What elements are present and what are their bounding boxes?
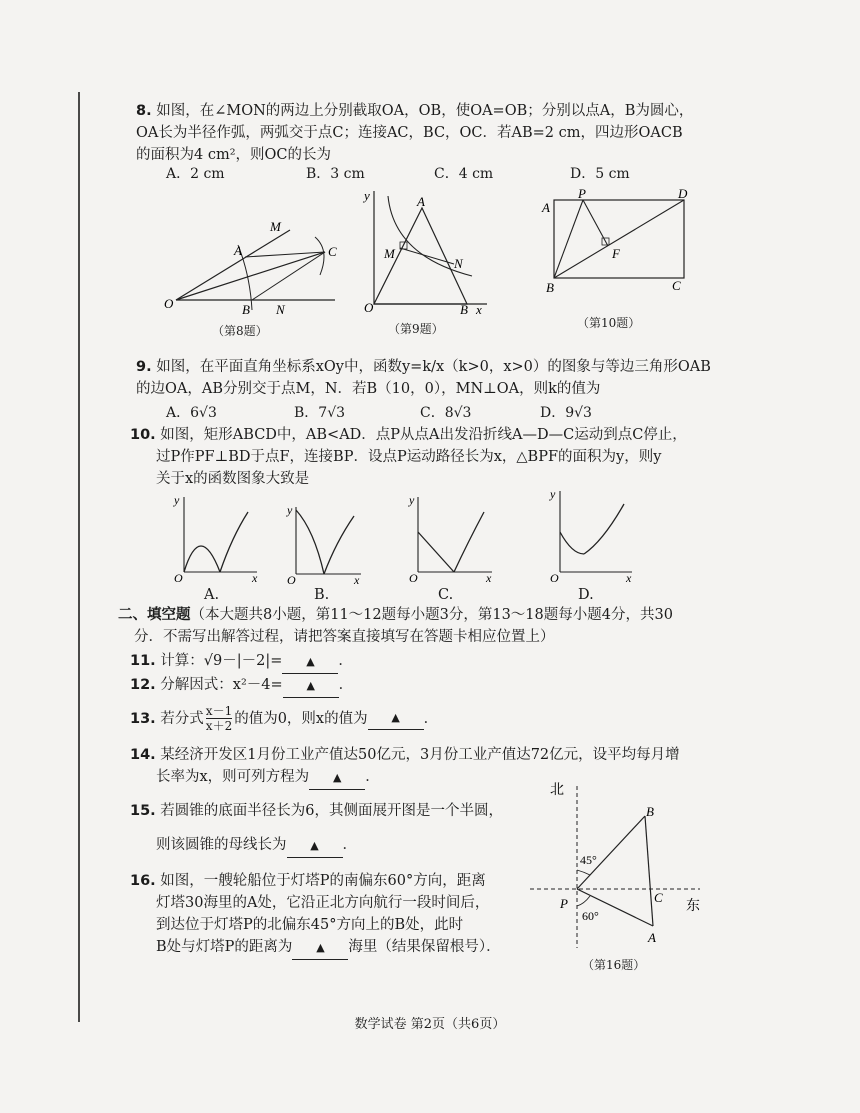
answer-blank: ▲ xyxy=(283,675,339,698)
question-15: 15. 若圆锥的底面半径长为6，其侧面展开图是一个半圆， 则该圆锥的母线长为 ▲ ． xyxy=(130,800,530,858)
question-text: B处与灯塔P的距离为 xyxy=(156,939,293,955)
angle-45: 45° xyxy=(580,853,597,867)
page-edge-line xyxy=(78,92,80,1022)
svg-text:N: N xyxy=(276,302,285,315)
svg-text:C: C xyxy=(672,278,681,293)
question-text: 的面积为4 cm²，则OC的长为 xyxy=(136,147,331,163)
section-desc: 分．不需写出解答过程，请把答案直接填写在答题卡相应位置上） xyxy=(134,629,555,645)
question-number: 12. xyxy=(130,677,156,693)
figure-9-caption: （第9题） xyxy=(388,322,444,336)
question-number: 15. xyxy=(130,803,156,819)
east-label: 东 xyxy=(686,899,700,914)
svg-text:O: O xyxy=(164,296,174,311)
question-text: 海里（结果保留根号）． xyxy=(348,939,501,955)
question-text: 计算：√9－|－2|= xyxy=(160,653,283,669)
question-number: 10. xyxy=(130,427,156,443)
svg-text:A: A xyxy=(234,243,242,258)
question-11: 11. 计算：√9－|－2|= ▲ ． xyxy=(130,650,353,674)
question-text: 如图，在平面直角坐标系xOy中，函数y=k/x（k>0，x>0）的图象与等边三角形OAB xyxy=(156,359,711,375)
figure-8 xyxy=(160,215,340,315)
svg-text:O: O xyxy=(174,571,183,584)
question-text: 如图，一艘轮船位于灯塔P的南偏东60°方向，距离 xyxy=(160,873,486,889)
question-10 xyxy=(130,424,740,490)
choice: B．3 cm xyxy=(306,166,365,182)
question-text: 长率为x，则可列方程为 xyxy=(156,769,310,785)
graph-b xyxy=(286,502,366,584)
question-text: 的值为0，则x的值为 xyxy=(234,710,368,727)
question-8 xyxy=(136,100,736,166)
graph-c xyxy=(408,492,496,584)
choice: C．8√3 xyxy=(420,405,472,421)
svg-text:y: y xyxy=(364,188,370,203)
section-desc: （本大题共8小题，第11～12题每小题3分，第13～18题每小题4分，共30 xyxy=(190,607,673,623)
svg-text:D: D xyxy=(678,186,688,201)
figure-10-caption: （第10题） xyxy=(577,316,641,330)
svg-text:y: y xyxy=(174,493,180,507)
answer-blank: ▲ xyxy=(309,767,365,790)
graph-b-label: B. xyxy=(314,587,330,603)
question-text: 若圆锥的底面半径长为6，其侧面展开图是一个半圆， xyxy=(160,803,504,819)
svg-text:x: x xyxy=(252,571,258,584)
north-label: 北 xyxy=(550,783,564,798)
figure-8-caption: （第8题） xyxy=(212,324,268,338)
question-text: 关于x的函数图象大致是 xyxy=(156,471,310,487)
answer-blank: ▲ xyxy=(282,651,338,674)
point-c: C xyxy=(654,890,663,905)
question-text: 某经济开发区1月份工业产值达50亿元，3月份工业产值达72亿元，设平均每月增 xyxy=(160,747,680,763)
question-text: 的边OA，AB分别交于点M，N．若B（10，0），MN⊥OA，则k的值为 xyxy=(136,381,601,397)
svg-text:B: B xyxy=(242,302,250,315)
choice: C．4 cm xyxy=(434,166,494,182)
question-text: 过P作PF⊥BD于点F，连接BP．设点P运动路径长为x，△BPF的面积为y，则y xyxy=(156,449,662,465)
svg-text:C: C xyxy=(328,244,337,259)
fraction-top: x－1 xyxy=(205,704,233,718)
svg-text:y: y xyxy=(409,493,415,507)
question-12: 12. 分解因式：x²－4= ▲ ． xyxy=(130,674,353,698)
graph-d xyxy=(548,486,636,584)
section-title: 二、填空题 xyxy=(118,606,191,623)
answer-blank: ▲ xyxy=(287,835,343,858)
question-16 xyxy=(130,870,530,960)
question-number: 14. xyxy=(130,747,156,763)
question-number: 9. xyxy=(136,359,152,375)
choice: D．5 cm xyxy=(570,166,630,182)
svg-text:y: y xyxy=(287,503,293,517)
graph-a-label: A. xyxy=(204,587,220,603)
question-number: 13. xyxy=(130,710,156,727)
svg-text:y: y xyxy=(550,487,556,501)
svg-text:x: x xyxy=(626,571,632,584)
svg-text:B: B xyxy=(460,302,468,316)
question-text: 若分式 xyxy=(160,710,204,727)
answer-blank: ▲ xyxy=(292,937,348,960)
svg-text:O: O xyxy=(409,571,418,584)
svg-text:A: A xyxy=(417,194,425,209)
figure-16 xyxy=(520,778,720,958)
question-14: 14. 某经济开发区1月份工业产值达50亿元，3月份工业产值达72亿元，设平均每月增 长率为x，则可列方程为 ▲ ． xyxy=(130,744,740,790)
question-text: 如图，在∠MON的两边上分别截取OA，OB，使OA=OB；分别以点A，B为圆心， xyxy=(156,103,694,119)
angle-60: 60° xyxy=(582,909,599,923)
svg-text:N: N xyxy=(454,256,463,271)
choice: A．6√3 xyxy=(166,405,217,421)
choice: B．7√3 xyxy=(294,405,346,421)
question-number: 16. xyxy=(130,873,156,889)
svg-text:P: P xyxy=(578,186,586,201)
svg-text:M: M xyxy=(384,246,395,261)
question-9 xyxy=(136,356,736,400)
svg-text:x: x xyxy=(476,302,482,316)
question-text: 到达位于灯塔P的北偏东45°方向上的B处，此时 xyxy=(156,917,464,933)
fraction-bottom: x＋2 xyxy=(205,719,233,733)
question-text: 则该圆锥的母线长为 xyxy=(156,837,287,853)
svg-text:A: A xyxy=(542,200,550,215)
question-text: 灯塔30海里的A处，它沿正北方向航行一段时间后， xyxy=(156,895,490,911)
question-text: 如图，矩形ABCD中，AB<AD．点P从点A出发沿折线A—D—C运动到点C停止， xyxy=(160,427,687,443)
q9-choices xyxy=(166,402,592,422)
svg-text:O: O xyxy=(364,300,374,315)
svg-text:F: F xyxy=(612,246,620,261)
choice: A．2 cm xyxy=(166,166,225,182)
graph-a xyxy=(172,492,262,584)
question-13: 13. 若分式 x－1 x＋2 的值为0，则x的值为 ▲ ． xyxy=(130,704,439,733)
question-number: 11. xyxy=(130,653,156,669)
point-p: P xyxy=(560,896,568,911)
svg-text:x: x xyxy=(354,573,360,584)
question-text: OA长为半径作弧，两弧交于点C；连接AC，BC，OC．若AB=2 cm，四边形OACB xyxy=(136,125,683,141)
figure-10 xyxy=(538,186,698,296)
graph-c-label: C. xyxy=(438,587,454,603)
svg-text:O: O xyxy=(287,573,296,584)
question-text: 分解因式：x²－4= xyxy=(160,677,283,693)
page-footer: 数学试卷 第2页（共6页） xyxy=(354,1017,506,1032)
svg-text:x: x xyxy=(486,571,492,584)
fraction xyxy=(206,704,232,733)
graph-d-label: D. xyxy=(578,587,594,603)
choice: D．9√3 xyxy=(540,405,592,421)
question-number: 8. xyxy=(136,103,152,119)
svg-text:M: M xyxy=(270,219,281,234)
point-a: A xyxy=(648,930,656,945)
answer-blank: ▲ xyxy=(368,707,424,730)
section-2-heading xyxy=(118,604,738,648)
figure-9 xyxy=(362,186,492,316)
figure-16-caption: （第16题） xyxy=(582,958,646,972)
svg-text:O: O xyxy=(550,571,559,584)
q8-choices xyxy=(166,163,630,183)
svg-text:B: B xyxy=(546,280,554,295)
point-b: B xyxy=(646,804,654,819)
